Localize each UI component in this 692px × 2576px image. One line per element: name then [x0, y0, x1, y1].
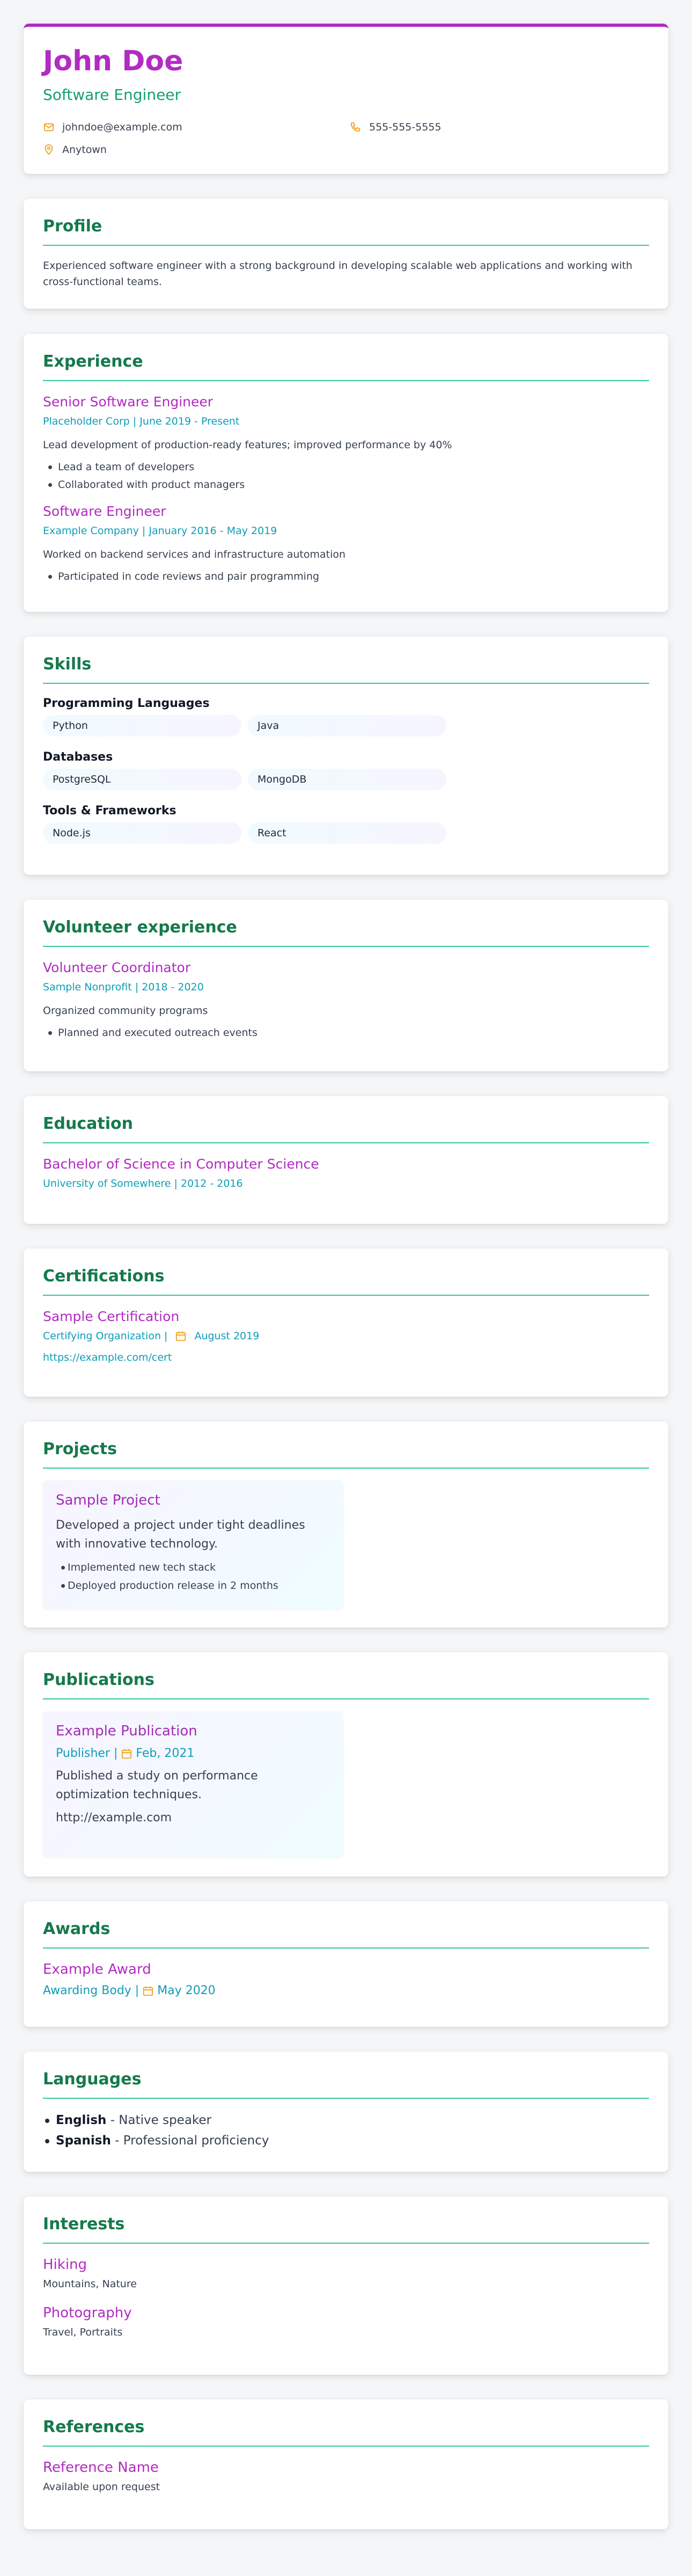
job-title: Software Engineer [43, 503, 166, 519]
section-divider [43, 1142, 649, 1143]
publications-section [24, 1652, 668, 1877]
skill-pill: Python [43, 715, 241, 736]
skill-category: Tools & Frameworks [43, 804, 176, 818]
section-divider [43, 2098, 649, 2099]
award-meta [43, 1984, 216, 1997]
language-list [43, 2111, 269, 2151]
publication-date: Feb, 2021 [136, 1747, 195, 1760]
certification-link[interactable]: https://example.com/cert [43, 1352, 172, 1363]
section-title: Volunteer experience [43, 918, 237, 937]
list-item: Deployed production release in 2 months [56, 1577, 330, 1595]
phone-icon [350, 121, 362, 133]
list-item: Implemented new tech stack [56, 1559, 330, 1577]
awards-section [24, 1901, 668, 2027]
skill-pill: PostgreSQL [43, 769, 241, 790]
certification-meta [43, 1330, 259, 1342]
skill-pill: React [248, 822, 446, 844]
project-description: Developed a project under tight deadlines with innovative technology. [56, 1519, 305, 1551]
list-item: Collaborated with product managers [43, 476, 245, 494]
interest-name: Photography [43, 2305, 132, 2321]
project-bullets [56, 1559, 330, 1595]
publication-name: Example Publication [56, 1723, 197, 1739]
award-body: Awarding Body | [43, 1984, 139, 1997]
section-divider [43, 1698, 649, 1699]
interests-section [24, 2196, 668, 2375]
job-title: Senior Software Engineer [43, 394, 214, 410]
profile-section [24, 199, 668, 309]
section-title: References [43, 2418, 145, 2436]
header-card [24, 24, 668, 174]
job-summary: Lead development of production-ready features; improved performance by 40% [43, 439, 452, 451]
section-divider [43, 1468, 649, 1469]
list-item: Participated in code reviews and pair programming [43, 568, 319, 586]
language-level: - Native speaker [106, 2113, 212, 2127]
interest-keywords: Mountains, Nature [43, 2278, 137, 2290]
skill-category: Programming Languages [43, 697, 210, 710]
mail-icon [43, 121, 55, 133]
publication-description: Published a study on performance optimization techniques. [56, 1769, 258, 1802]
skill-pill: MongoDB [248, 769, 446, 790]
section-title: Languages [43, 2070, 142, 2089]
certification-date: August 2019 [194, 1330, 260, 1342]
publication-publisher: Publisher | [56, 1747, 118, 1760]
volunteer-section [24, 900, 668, 1071]
project-name: Sample Project [56, 1492, 160, 1508]
section-title: Profile [43, 217, 102, 236]
reference-text: Available upon request [43, 2481, 160, 2493]
interest-name: Hiking [43, 2257, 87, 2273]
job-meta: Example Company | January 2016 - May 2019 [43, 525, 277, 537]
certification-issuer: Certifying Organization | [43, 1330, 168, 1342]
projects-section [24, 1421, 668, 1628]
certification-name: Sample Certification [43, 1309, 180, 1324]
section-divider [43, 245, 649, 246]
section-title: Awards [43, 1920, 111, 1938]
award-name: Example Award [43, 1961, 151, 1977]
candidate-role: Software Engineer [43, 86, 181, 104]
section-title: Skills [43, 655, 92, 674]
language-level: - Professional proficiency [111, 2133, 269, 2148]
education-section [24, 1096, 668, 1224]
list-item: Planned and executed outreach events [43, 1024, 257, 1042]
certifications-section [24, 1249, 668, 1397]
location-contact [43, 144, 107, 156]
calendar-icon [142, 1985, 154, 1997]
publication-meta [56, 1747, 330, 1760]
section-divider [43, 946, 649, 947]
language-name: Spanish [56, 2133, 111, 2148]
volunteer-summary: Organized community programs [43, 1005, 208, 1017]
section-divider [43, 2446, 649, 2447]
email-contact[interactable] [43, 121, 182, 133]
calendar-icon [175, 1330, 187, 1342]
project-card [43, 1480, 343, 1609]
language-item [43, 2111, 269, 2131]
languages-section [24, 2052, 668, 2172]
location-text: Anytown [62, 144, 107, 156]
email-text: johndoe@example.com [62, 121, 182, 133]
education-meta: University of Somewhere | 2012 - 2016 [43, 1178, 243, 1190]
section-title: Publications [43, 1670, 154, 1689]
job-meta: Placeholder Corp | June 2019 - Present [43, 415, 240, 427]
skill-category: Databases [43, 750, 113, 764]
publication-link[interactable]: http://example.com [56, 1811, 172, 1825]
experience-section [24, 334, 668, 612]
section-title: Certifications [43, 1267, 165, 1286]
section-divider [43, 683, 649, 684]
references-section [24, 2399, 668, 2529]
publication-card [43, 1711, 343, 1857]
calendar-icon [121, 1748, 132, 1760]
reference-name: Reference Name [43, 2460, 159, 2476]
job-bullets [43, 458, 245, 494]
volunteer-role: Volunteer Coordinator [43, 960, 191, 975]
skill-pill: Node.js [43, 822, 241, 844]
phone-text: 555-555-5555 [369, 121, 441, 133]
section-title: Experience [43, 352, 143, 371]
section-title: Projects [43, 1440, 117, 1458]
skills-section [24, 637, 668, 875]
volunteer-meta: Sample Nonprofit | 2018 - 2020 [43, 981, 204, 993]
volunteer-bullets [43, 1024, 257, 1042]
profile-text: Experienced software engineer with a strong background in developing scalable web applications and working with cross-functional teams. [43, 260, 632, 288]
degree-title: Bachelor of Science in Computer Science [43, 1156, 319, 1172]
section-divider [43, 2243, 649, 2244]
skill-pill: Java [248, 715, 446, 736]
language-item [43, 2131, 269, 2151]
map-pin-icon [43, 144, 55, 156]
award-date: May 2020 [157, 1984, 216, 1997]
section-divider [43, 380, 649, 381]
phone-contact[interactable] [350, 121, 441, 133]
section-divider [43, 1295, 649, 1296]
language-name: English [56, 2113, 107, 2127]
job-bullets [43, 568, 319, 586]
section-title: Interests [43, 2215, 125, 2234]
job-summary: Worked on backend services and infrastructure automation [43, 549, 346, 560]
section-title: Education [43, 1114, 133, 1133]
section-divider [43, 1947, 649, 1949]
list-item: Lead a team of developers [43, 458, 245, 476]
candidate-name: John Doe [43, 45, 183, 77]
interest-keywords: Travel, Portraits [43, 2326, 123, 2338]
